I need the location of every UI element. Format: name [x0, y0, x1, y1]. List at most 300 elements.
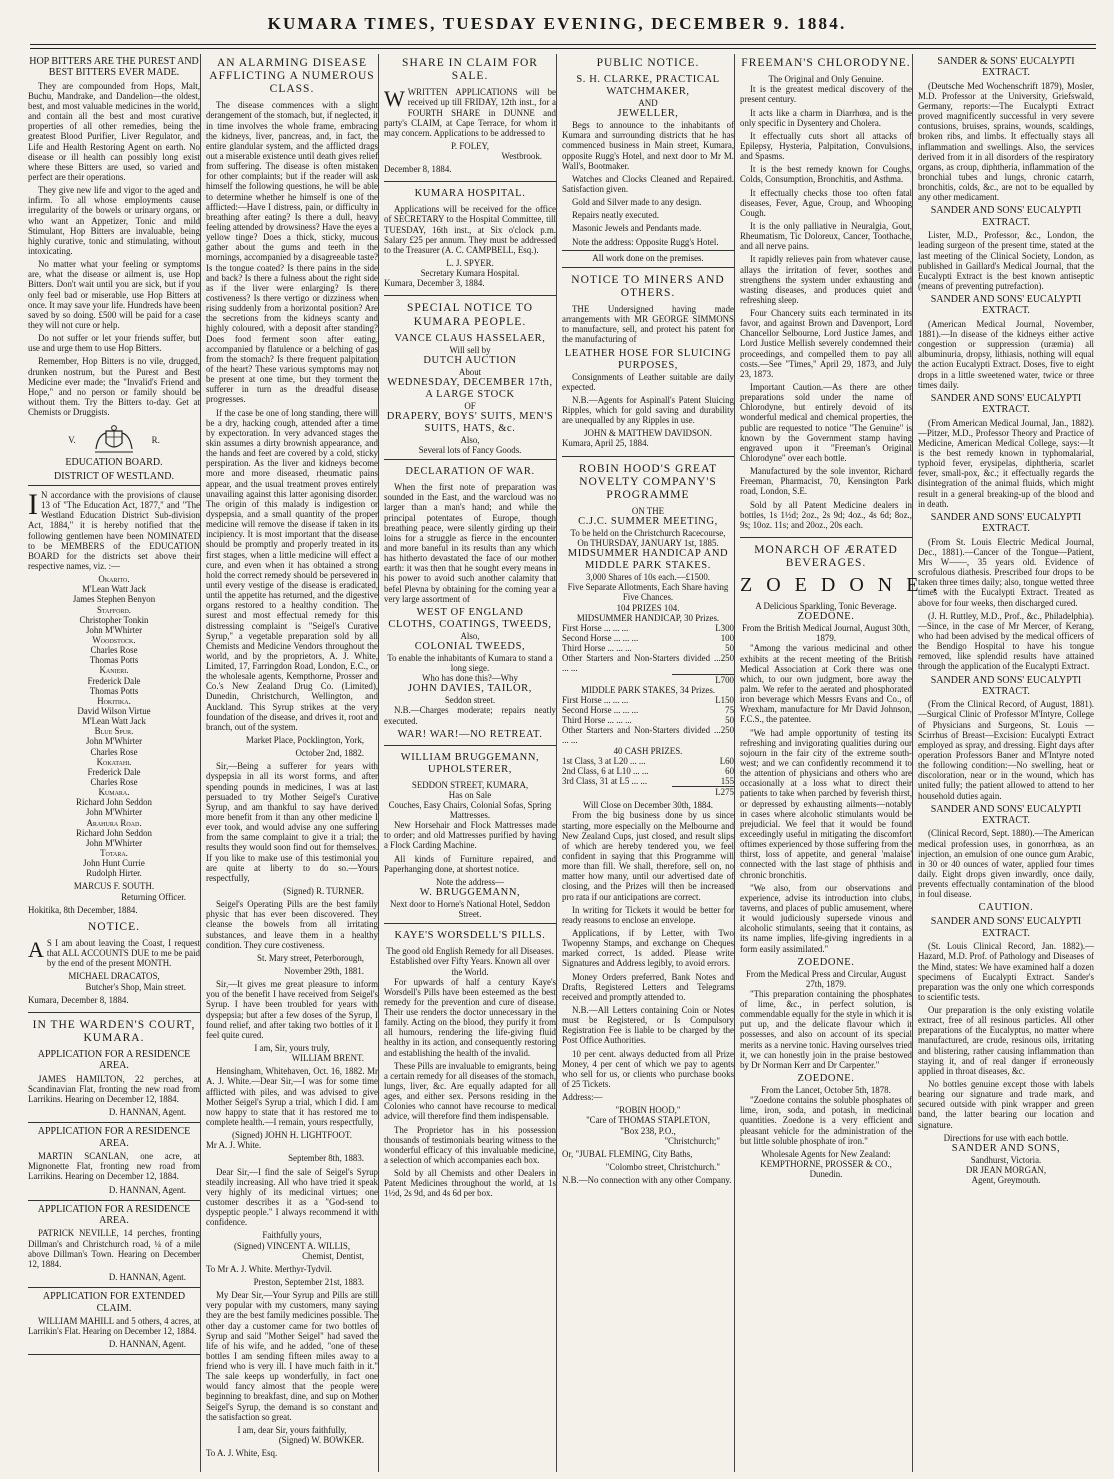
ad-line: Several lots of Fancy Goods. — [418, 445, 522, 456]
prize-label: Third Horse ... ... ... — [562, 643, 632, 654]
nominee-name: Charles Rose — [90, 746, 138, 757]
nominee-name: Charles Rose — [90, 645, 138, 656]
upholsterer-ad — [384, 752, 556, 925]
ad-paragraph: It is the only palliative in Neuralgia, Gout, Rheumatism, Tic Doloreux, Cancer, Toothache, and all nerve pains. — [740, 220, 912, 252]
table-heading: MIDDLE PARK STAKES, 34 Prizes. — [580, 684, 716, 695]
robin-hood-programme — [562, 463, 734, 1186]
ad-line: To enable the inhabitants of Kumara to stand a long siege. — [387, 652, 553, 674]
district-name: Kokatahi. — [96, 756, 132, 767]
ad-paragraph: It effectually cuts short all attacks of Epilepsy, Hysteria, Palpitation, Convulsions, and Spasms. — [740, 130, 912, 162]
signature-name: JOHN & MATTHEW DAVIDSON. — [584, 428, 712, 439]
letter-date: November 29th, 1881. — [284, 966, 364, 976]
ad-body: N.B.—Agents for Aspinall's Patent Sluicing Ripples, which for gold saving and durability are unequalled by any Ripples in use. — [562, 394, 734, 426]
ad-body: For upwards of half a century Kaye's Worsdell's Pills have been esteemed as the best remedy for the prevention and cure of disease. Their use renders the doctor unnecessary in the family. Acting on the blood, they purify it from all humours, rendering the life-giving fluid healthy in its action, and consequently restoring and establishing the health of the invalid. — [384, 976, 556, 1058]
ad-body: When the first note of preparation was sounded in the East, and the warcloud was no larger than a man's hand; and while the principal potentates of Europe, though breathing peace, were silently girding up their loins for a struggle as fierce in the encounter and more baneful in its results than any which has hitherto devastated the face of our mother earth: it was then that he sought every means in his power to avoid such another calamity that befel Plevna by obtaining for the coming year a very large assortment of — [384, 482, 556, 604]
ad-paragraph: No matter what your feeling or symptoms are, what the disease or ailment is, use Hop Bitters. Don't wait until you are sick, but if you only feel bad or miserable, use Hop Bitters at once. It may save your life. Hundreds have been saved by so doing. £500 will be paid for a case they will not cure or help. — [28, 259, 200, 331]
letter-body: Hensingham, Whitehaven, Oct. 16, 1882. Mr A. J. White.—Dear Sir,—I was for some time afflicted with piles, and was advised to give Mother Seigel's Syrup a trial, which I did. I am now happy to state that it has restored me to complete health.—I remain, yours respectfully, — [206, 1066, 378, 1127]
ad-paragraph: Sold by all Patent Medicine dealers in bottles, 1s 1½d; 2oz., 2s 9d; 4oz., 4s 6d; 8oz., 9s; 10oz. 11s; and 20oz., 20s each. — [740, 499, 912, 530]
ad-body: Applications will be received for the office of SECRETARY to the Hospital Committee, till TUESDAY, 16th inst., at Six o'clock p.m. Salary £25 per annum. They must be addressed to the Treasurer (A. C. CAMPBELL, Esq.). — [384, 204, 556, 255]
ad-title: SHARE IN CLAIM FOR SALE. — [402, 57, 538, 83]
application-list — [28, 1049, 200, 1355]
ad-title: FREEMAN'S CHLORODYNE. — [741, 57, 911, 69]
ad-line: On THURSDAY, JANUARY 1st, 1885. — [577, 538, 719, 549]
nominee-name: Rudolph Hirter. — [86, 868, 142, 879]
ad-subtitle: The Original and Only Genuine. — [768, 74, 884, 85]
ad-paragraph: No bottles genuine except those with labels bearing our signature and trade mark, and secured outside with pink wrapper and green band, the latter bearing our location and signature. — [918, 1079, 1094, 1130]
prize-amount: 50 — [725, 715, 734, 726]
ad-body: Watches and Clocks Cleaned and Repaired. Satisfaction given. — [562, 173, 734, 194]
ad-line: MIDSUMMER HANDICAP AND MIDDLE PARK STAKES. — [567, 548, 729, 572]
ad-body: Consignments of Leather suitable are daily expected. — [562, 371, 734, 392]
application-title: APPLICATION FOR EXTENDED CLAIM. — [42, 1291, 186, 1314]
agents-label: Wholesale Agents for New Zealand: — [761, 1148, 891, 1159]
ad-body: THE Undersigned having made arrangements with MR GEORGE SIMMONS to manufacture, sell, and protect his patent for the manufacturing of — [562, 304, 734, 345]
column-5 — [740, 54, 952, 1472]
watchmaker-ad — [562, 57, 734, 268]
ad-paragraph: It effectually checks those too often fatal diseases, Fever, Ague, Croup, and Whooping Cough. — [740, 187, 912, 218]
signature-name: MICHAEL DRACATOS, — [68, 971, 160, 982]
ad-title: DECLARATION OF WAR. — [405, 466, 535, 478]
signature-place: Sandhurst, Victoria. — [970, 1154, 1042, 1165]
prize-row — [562, 695, 734, 705]
application-title: APPLICATION FOR A RESIDENCE AREA. — [37, 1126, 191, 1149]
table-heading: MIDSUMMER HANDICAP, 30 Prizes. — [576, 612, 720, 623]
dracatos-notice — [28, 921, 200, 1013]
letter-body: Dear Sir,—I find the sale of Seigel's Syrup steadily increasing. All who have tried it speak very highly of its medicinal virtues; one customer describes it as a "God-send to dyspeptic people." I always recommend it with confidence. — [206, 1166, 378, 1228]
notice-subtitle: DISTRICT OF WESTLAND. — [28, 471, 200, 486]
ad-line: LEATHER HOSE FOR SLUICING PURPOSES, — [564, 347, 732, 371]
letter-closing: Faithfully yours, — [262, 1230, 322, 1241]
kayes-pills-ad — [384, 930, 556, 1198]
ad-title: PUBLIC NOTICE. — [596, 57, 700, 69]
prize-amount: L60 — [719, 755, 734, 766]
nominee-name: Christopher Tonkin — [79, 614, 149, 625]
ad-paragraph: (From American Medical Journal, Jan., 1882).—Pitzer, M.D., Professor Theory and Practice of Medicine, American Medical College, says:—It is the best remedy known in typhomalarial, typhoid fever, erysipelas, diphtheria, scarlet fever, small-pox, &c.; it effectually regards the disintegration of the animal fluids, which might result in a general breaking-up of the blood and in death. — [918, 417, 1094, 509]
ad-paragraph: It is the greatest medical discovery of the present century. — [740, 84, 912, 105]
letter-signature: (Signed) VINCENT A. WILLIS, — [233, 1240, 351, 1251]
ad-line: SEDDON STREET, KUMARA, — [411, 779, 529, 790]
ad-paragraph: Do not suffer or let your friends suffer, but use and urge them to use Hop Bitters. — [28, 333, 200, 354]
district-name: Hokitika. — [97, 695, 131, 706]
column-3 — [384, 54, 556, 1472]
agent-name: DR JEAN MORGAN, — [965, 1165, 1047, 1175]
ad-date: Kumara, December 3, 1884. — [384, 278, 485, 289]
prize-table — [562, 695, 734, 746]
ad-body: Applications, if by Letter, with Two Twopenny Stamps, and exchange on Cheques marked correct, 1s added. Please write Signatures and Address legibly, to avoid errors. — [562, 927, 734, 969]
nominee-name: Richard John Seddon — [76, 797, 152, 808]
signature-name: L. J. SPYER. — [446, 258, 494, 269]
signature-role: Returning Officer. — [121, 891, 186, 902]
prize-row — [562, 705, 734, 715]
ad-title: ROBIN HOOD'S GREAT NOVELTY COMPANY'S PROGRAMME — [578, 462, 718, 501]
letter-closing: I am, Sir, yours truly, — [254, 1042, 330, 1053]
district-name: Kumara. — [98, 787, 130, 798]
letter-closing: I am, dear Sir, yours faithfully, — [237, 1424, 347, 1435]
masthead: KUMARA TIMES, TUESDAY EVENING, DECEMBER 9. 1884. — [267, 14, 847, 33]
address-line: "Care of THOMAS STAPLETON, — [586, 1115, 710, 1126]
prize-table — [562, 756, 734, 786]
nominee-name: John M'Whirter — [85, 837, 143, 848]
signature-name: P. FOLEY, — [450, 140, 490, 151]
ad-line: DRAPERY, BOYS' SUITS, MEN'S — [386, 410, 554, 422]
prize-row — [562, 715, 734, 725]
application-body: PATRICK NEVILLE, 14 perches, fronting Dillman's and Christchurch road, ¼ of a mile above Dillman's Town. Hearing on December 12, 1884. — [28, 1228, 200, 1269]
ad-paragraph: (From St. Louis Electric Medical Journal, Dec., 1881).—Cancer of the Tongue—Patient, Mrs W——, 35 years old. Evidence of scrofulous diathesis. Prescribed four drops to be taken three times daily; also, tongue wetted three times with the Eucalypti Extract. Treated as above for four weeks, then discharged cured. — [918, 536, 1094, 608]
notice-date: Kumara, December 8, 1884. — [28, 994, 129, 1005]
letter-date: Preston, September 21st, 1883. — [253, 1276, 364, 1287]
testimonial-title: ZOEDONE. — [797, 1073, 855, 1085]
ad-line: C.J.C. SUMMER MEETING, — [578, 516, 718, 528]
drop-cap: A — [28, 936, 44, 962]
letter-place: Market Place, Pocklington, York, — [245, 735, 364, 746]
ad-line: 3,000 Shares of 10s each.—£1500. — [586, 572, 710, 583]
section-title: IN THE WARDEN'S COURT, KUMARA. — [32, 1018, 196, 1044]
prize-amount: L150 — [715, 694, 734, 705]
application-agent: D. HANNAN, Agent. — [108, 1339, 186, 1350]
testimonial-body: "Zoedone contains the soluble phosphates of lime, iron, soda, and potash, in medicinal quantities. Zoedone is a very efficient and pleasant vehicle for the administration of the but little soluble phosphate of iron." — [740, 1095, 912, 1146]
application-agent: D. HANNAN, Agent. — [108, 1107, 186, 1118]
declaration-of-war-ad — [384, 466, 556, 745]
ad-line: ON THE — [631, 505, 665, 516]
prize-label: 3rd Class, 31 at L5 ... ... — [562, 776, 648, 787]
royal-crest — [28, 425, 200, 455]
application-agent: D. HANNAN, Agent. — [108, 1272, 186, 1283]
masthead-rule — [30, 44, 1096, 45]
wardens-court — [28, 1019, 200, 1356]
prize-label: Third Horse ... ... ... — [562, 715, 632, 726]
letter-recipient: Mr A. J. White. — [206, 1140, 262, 1151]
prize-label: 1st Class, 3 at L20 ... ... — [562, 755, 646, 766]
ad-heading: SANDER AND SONS' EUCALYPTI EXTRACT. — [930, 674, 1082, 697]
crest-letter-r: R. — [151, 435, 160, 446]
nominee-name: Richard John Seddon — [76, 827, 152, 838]
ad-line: OF — [464, 400, 476, 411]
nominee-name: David Wilson Virtue — [77, 706, 151, 717]
prize-amount: 250 — [720, 725, 734, 736]
column-divider — [556, 54, 557, 1472]
address-line: "Christchurch;" — [664, 1135, 720, 1146]
prize-amount: 60 — [725, 765, 734, 776]
prize-amount: 250 — [720, 653, 734, 664]
letter-signature: (Signed) R. TURNER. — [283, 886, 364, 897]
ad-body: 10 per cent. always deducted from all Prize Money, 4 per cent of which we pay to agents who sell for us, or clients who purchase books of 25 Tickets. — [562, 1048, 734, 1089]
ad-title: KAYE'S WORSDELL'S PILLS. — [394, 930, 546, 942]
prize-label: Other Starters and Non-Starters divided ... ... ... — [562, 653, 721, 674]
nominee-name: Thomas Potts — [89, 655, 139, 666]
agents-city: Dunedin. — [809, 1169, 843, 1180]
article-title: AN ALARMING DISEASE AFFLICTING A NUMEROUS CLASS. — [209, 57, 375, 96]
ad-line: Next door to Horne's National Hotel, Seddon Street. — [389, 898, 551, 920]
ad-title: WILLIAM BRUGGEMANN, UPHOLSTERER, — [400, 751, 540, 775]
ad-paragraph: (American Medical Journal, November, 1881).—In disease of the kidneys either active congestion or suppression (uræmia) all albuminuria, dropsy, lithiasis, nothing will equal the action Eucalypti Extract. Doses, five to eight drops in a little sweetened water, twice or three times daily. — [918, 318, 1094, 390]
letter-body: My Dear Sir,—Your Syrup and Pills are still very popular with my customers, many saying they are the best family medicines possible. The other day a customer came for two bottles of Syrup and said "Mother Seigel" had saved the life of his wife, and he added, "one of these bottles I am sending fifteen miles away to a friend who is very ill. I have much faith in it." The sale keeps up wonderfully, in fact one would fancy almost that the people were beginning to breakfast, dine, and sup on Mother Seigel's Syrup, the demand is so constant and the satisfaction so great. — [206, 1290, 378, 1422]
nominee-name: James Stephen Benyon — [72, 594, 156, 605]
prize-total: L275 — [672, 786, 734, 797]
ad-line: S. H. CLARKE, PRACTICAL WATCHMAKER, — [576, 74, 720, 98]
dutch-auction-ad — [384, 302, 556, 460]
article-paragraph: The disease commences with a slight derangement of the stomach, but, if neglected, it in time involves the whole frame, embracing the kidneys, liver, pancreas, and, in fact, the entire glandular system, and the afflicted drags out a miserable existence until death gives relief from suffering. The disease is often mistaken for other complaints; but if the reader will ask himself the following questions, he will be able to determine whether he himself is one of the afflicted:—Have I distress, pain, or difficulty in breathing after eating? Is there a dull, heavy feeling attended by drowsiness? Have the eyes a yellow tinge? Does a thick, sticky, mucous gather about the gums and teeth in the mornings, accompanied by a disagreeable taste? Is the tongue coated? Is there pains in the side and back? Is there a fulness about the right side as if the liver were enlarging? Is there costiveness? Is there vertigo or dizziness when rising suddenly from a horizontal position? Are the secretions from the kidneys scanty and highly coloured, with a deposit after standing? Does food ferment soon after eating, accompanied by flatulence or a belching of gas from the stomach? Is there frequent palpitation of the heart? These various symptoms may not be present at one time, but they torment the sufferer in turn as the dreadful disease progresses. — [206, 100, 378, 405]
letter-signature: WILLIAM BRENT. — [291, 1053, 364, 1064]
ad-paragraph: They give new life and vigor to the aged and infirm. To all whose employments cause irregularity of the bowels or urinary organs, or who want an Appetizer, Tonic and mild Stimulant, Hop Bitters are invaluable, being highly curative, tonic and stimulating, without intoxicating. — [28, 185, 200, 257]
ad-line: Will sell by — [449, 344, 491, 355]
ad-heading: SANDER AND SONS' EUCALYPTI EXTRACT. — [930, 294, 1082, 317]
district-name: Stafford. — [96, 604, 131, 615]
address-label: Address:— — [562, 1092, 603, 1103]
testimonial-source: From the Medical Press and Circular, August 27th, 1879. — [745, 968, 907, 989]
letter-recipient: To Mr A. J. White. Merthyr-Tydvil. — [206, 1263, 332, 1274]
testimonial-body: "We had ample opportunity of testing its refreshing and invigorating qualities during our sojourn in the fair city of the extreme south-west; and we can confidently recommend it to the attention of physicians and others who are occasionally at a loss what to direct their patients to take when parched by feverish thirst, or depressed by exhausting ailments—notably in cases where alcoholic stimulants would be prejudicial. We feel that it would be found exceedingly useful in mitigating the discomfort oftimes experienced by those suffering from the thirst, loss of appetite, and general 'malaise' connected with the last stage of phthisis and chronic bronchitis. — [740, 727, 912, 880]
district-name: Woodstock. — [92, 635, 136, 646]
testimonial-source: From the British Medical Journal, August 30th, 1879. — [741, 623, 911, 644]
ad-line: The good old English Remedy for all Diseases. — [386, 946, 554, 957]
ad-line: Couches, Easy Chairs, Colonial Sofas, Spring Mattresses. — [388, 799, 552, 821]
nominee-name: Charles Rose — [90, 777, 138, 787]
district-name: Kanieri. — [99, 665, 129, 676]
ad-heading: SANDER AND SONS' EUCALYPTI EXTRACT. — [930, 392, 1082, 416]
nominee-name: John Hunt Currie — [83, 858, 145, 869]
ad-line: Has on Sale — [448, 789, 492, 800]
column-divider — [378, 54, 379, 1472]
letter-role: Chemist, Dentist, — [302, 1250, 364, 1261]
ad-heading: SANDER AND SONS' EUCALYPTI EXTRACT. — [930, 803, 1082, 827]
ad-title: MONARCH OF ÆRATED BEVERAGES. — [754, 544, 898, 570]
ad-subtitle: A Delicious Sparkling, Tonic Beverage. — [755, 601, 897, 612]
application-title: APPLICATION FOR A RESIDENCE AREA. — [37, 1203, 191, 1227]
testimonial-body: "We also, from our observations and experience, advise its introduction into clubs, taverns, and places of public amusement, where it would judiciously supersede vinous and alcoholic stimulants, seeing that it contains, as its name implies, life-giving ingredients in a form easily assimilated." — [740, 882, 912, 954]
ad-title: HOP BITTERS ARE THE PUREST AND BEST BITTERS EVER MADE. — [29, 56, 199, 79]
prize-label: Second Horse ... ... ... — [562, 705, 639, 716]
ad-footer: All work done on the premises. — [562, 250, 734, 263]
column-4 — [562, 54, 734, 1472]
ad-heading: SANDER AND SONS' EUCALYPTI EXTRACT. — [930, 916, 1082, 939]
signature-role: Secretary Kumara Hospital. — [420, 268, 520, 279]
ad-body: Money Orders preferred, Bank Notes and Drafts, Registered Letters and Telegrams received and promptly attended to. — [562, 971, 734, 1002]
ad-body: Masonic Jewels and Pendants made. — [572, 223, 702, 234]
prize-table — [562, 623, 734, 674]
ad-line: JEWELLER, — [617, 108, 679, 120]
ad-line: Also, — [460, 630, 480, 641]
nominee-name: John M'Whirter — [85, 736, 143, 747]
ad-date: December 8, 1884. — [384, 164, 452, 175]
ad-heading: SANDER AND SONS' EUCALYPTI EXTRACT. — [930, 205, 1082, 228]
ad-line: JOHN DAVIES, TAILOR, — [408, 683, 532, 695]
prize-label: First Horse ... ... ... — [562, 622, 629, 633]
drop-cap: W — [384, 86, 405, 112]
prize-row — [562, 653, 734, 673]
prize-label: First Horse ... ... ... — [562, 694, 629, 705]
notice-title: EDUCATION BOARD. — [65, 457, 163, 469]
testimonial-title: ZOEDONE. — [797, 956, 855, 968]
notice-body — [28, 490, 200, 571]
ad-line: Five Separate Allotments, Each Share having Five Chances. — [567, 582, 729, 603]
letter-place: St. Mary street, Peterborough, — [257, 952, 364, 963]
application-item — [28, 1291, 200, 1355]
signature-place: Westbrook. — [501, 151, 542, 162]
application-body: MARTIN SCANLAN, one acre, at Mignonette Flat, fronting new road from Larrikins. Hearing on December 12, 1884. — [28, 1151, 200, 1182]
ad-paragraph: They are compounded from Hops, Malt, Buchu, Mandrake, and Dandelion—the oldest, best, and most valuable medicines in the world, and contain all the best and most curative properties of all other remedies, being the greatest Blood Purifier, Liver Regulator, and Life and Health Restoring Agent on earth. No disease or ill health can possibly long exist where these Bitters are used, so varied and perfect are their operations. — [28, 80, 200, 183]
column-6 — [918, 54, 1094, 1472]
application-agent: D. HANNAN, Agent. — [108, 1184, 186, 1195]
education-board-notice — [28, 425, 200, 915]
ad-paragraph: (St. Louis Clinical Record, Jan. 1882).—Hazard, M.D. Prof. of Pathology and Diseases of the Mind, states: We have examined half a dozen specimens of Eucalypti Extract. Sander's preparation was the only one which corresponds to scientific tests. — [918, 941, 1094, 1002]
ad-paragraph: Important Caution.—As there are other preparations sold under the name of Chlorodyne, but entirely devoid of its wonderful medical and chemical properties, the public are requested to notice "The Genuine" is known by the Government stamp having engraved upon it "Freeman's Original Chlorodyne" over each bottle. — [740, 382, 912, 464]
ad-body: New Horsehair and Flock Mattresses made to order; and old Mattresses purified by having a Flock Carding Machine. — [384, 820, 556, 851]
prize-row — [562, 766, 734, 776]
caution-heading: CAUTION. — [978, 902, 1034, 914]
article-paragraph: Seigel's Operating Pills are the best family physic that has ever been discovered. They cleanse the bowels from all irritating substances, and leave them in a healthy condition. They cure costiveness. — [206, 899, 378, 950]
ad-date: Kumara, April 25, 1884. — [562, 438, 649, 449]
column-1 — [28, 54, 200, 1472]
district-name: Arahura Road. — [86, 817, 142, 828]
column-divider — [200, 54, 201, 1472]
address-line: "Box 238, P.O., — [620, 1125, 676, 1136]
share-in-claim-ad — [384, 57, 556, 182]
nominee-name: Frederick Dale — [87, 675, 141, 686]
prize-row — [562, 776, 734, 786]
prize-amount: L300 — [715, 622, 734, 633]
ad-body-text: WRITTEN APPLICATIONS will be received up till FRIDAY, 12th inst., for a FOURTH SHARE in DUNNE and party's CLAIM, at Cape Terrace, for whom it may concern. Applications to be addressed to — [384, 87, 556, 138]
prize-row — [562, 756, 734, 766]
ad-paragraph: It acts like a charm in Diarrhœa, and is the only specific in Dysentery and Cholera. — [740, 107, 912, 128]
ad-body: In writing for Tickets it would be better for ready reasons to enclose an envelope. — [562, 904, 734, 925]
signature-name: SANDER AND SONS, — [951, 1142, 1061, 1154]
ad-paragraph: It is the best remedy known for Coughs, Colds, Consumption, Bronchitis, and Asthma. — [740, 164, 912, 185]
agent-place: Agent, Greymouth. — [971, 1175, 1041, 1186]
notice-body-text: N accordance with the provisions of clause 13 of "The Education Act, 1877," and "The Westland Education District Sub-division Act, 1884," it is hereby notified that the following gentlemen have been NOMINATED to be MEMBERS of the EDUCATION BOARD for the districts set above their respective names, viz. :— — [28, 490, 200, 572]
letter-body: Sir,—It gives me great pleasure to inform you of the benefit I have received from Seigel's Syrup. I have been troubled for years with dyspepsia; but after a few doses of the Syrup, I found relief, and after taking two bottles of it I feel quite cured. — [206, 979, 378, 1040]
seigel-syrup-article — [206, 57, 378, 1458]
column-divider — [734, 54, 735, 1472]
ad-paragraph: Lister, M.D., Professor, &c., London, the leading surgeon of the present time, stated at the last meeting of the Clinical Society, London, as published in Gaillard's Medical Journal, that the Eucalypti Extract is the best known antiseptic (means of preventing putrefaction). — [918, 230, 1094, 291]
eucalypti-extract-ad — [918, 56, 1094, 1185]
ad-body: Begs to announce to the inhabitants of Kumara and surrounding districts that he has commenced business in Main street, Kumara, opposite Rugg's Hotel, and next door to Mr M. Wall's, Bootmaker. — [562, 120, 734, 171]
ad-footer: N.B.—No connection with any other Company. — [562, 1175, 732, 1186]
ad-title: SPECIAL NOTICE TO KUMARA PEOPLE. — [406, 302, 534, 328]
ad-line: COLONIAL TWEEDS, — [414, 640, 526, 652]
ad-line: VANCE CLAUS HASSELAER, — [394, 332, 546, 344]
miners-notice — [562, 274, 734, 457]
address-line: "Colombo street, Christchurch." — [605, 1161, 720, 1172]
district-name: Blue Spur. — [94, 726, 134, 737]
ad-title: SANDER & SONS' EUCALYPTI EXTRACT. — [937, 56, 1075, 79]
ad-paragraph: Four Chancery suits each terminated in its favor, and against Brown and Davenport, Lord Chancellor Selbourne, Lord Justice James, and Lord Justice Mellish severely condemned their proceedings, and compelled them to pay all costs.—See "Times," April 29, 1873, and July 23, 1873. — [740, 308, 912, 379]
prize-total: L700 — [672, 674, 734, 685]
prize-row — [562, 725, 734, 745]
letter-date: September 8th, 1883. — [288, 1153, 364, 1164]
ad-line: CLOTHS, COATINGS, TWEEDS, — [388, 618, 552, 630]
application-item — [28, 1126, 200, 1200]
notice-date: Hokitika, 8th December, 1884. — [28, 904, 138, 915]
ad-title: KUMARA HOSPITAL. — [414, 188, 526, 200]
article-paragraph: If the case be one of long standing, there will be a dry, hacking cough, attended after a time by expectoration. In very advanced stages the skin assumes a dirty brownish appearance, and the hands and feet are covered by a cold, sticky perspiration. As the liver and kidneys become more and more diseased, rheumatic pains appear, and the usual treatment proves entirely unavailing against this latter agonising disorder. The origin of this malady is indigestion or dyspepsia, and a small quantity of the proper medicine will remove the disease if taken in its incipiency. It is most important that the disease should be promptly and properly treated in its first stages, when a little medicine will effect a cure, and even when it has obtained a strong hold the correct remedy should be persevered in until every vestige of the disease is eradicated, until the appetite has returned, and the digestive organs restored to a healthy condition. The surest and most effectual remedy for this distressing complaint is "Seigel's Curative Syrup," a vegetable preparation sold by all Chemists and Medicine Vendors throughout the world, and by the proprietors, A. J. White, Limited, 17, Farringdon Road, London, E.C., or the wholesale agents, Kempthorne, Prosser and Co.'s New Zealand Drug Co. (Limited), Dunedin, Christchurch, Wellington, and Auckland. This Syrup strikes at the very foundation of the disease, and drives it, root and branch, out of the system. — [206, 407, 378, 732]
ad-body: Sold by all Chemists and other Dealers in Patent Medicines throughout the world, at 1s 1½d, 2s 9d, and 4s 6d per box. — [384, 1168, 556, 1199]
ad-line: WAR! WAR!—NO RETREAT. — [397, 728, 543, 740]
ad-line: Seddon street. — [444, 695, 496, 706]
letter-signature: (Signed) W. BOWKER. — [278, 1435, 364, 1446]
column-divider — [912, 54, 913, 1472]
prize-row — [562, 643, 734, 653]
application-item — [28, 1049, 200, 1123]
ad-paragraph: Our preparation is the only existing volatile extract, free of all resinous particles. All other preparations of the Eucalyptus, no matter where manufactured, are crude, resinous oils, irritating and blistering, rather causing inflammation than staying it, and of real danger if erroneously applied in throat diseases, &c. — [918, 1005, 1094, 1076]
ad-line: SUITS, HATS, &c. — [424, 422, 516, 434]
prize-amount: 155 — [720, 776, 734, 787]
ad-paragraph: (J. H. Ruttley, M.D., Prof., &c., Philadelphia).—Since, in the case of Mr Mercer, of Kerang, who had been advised by the medical officers of the Bendigo Hospital to have his tongue removed, like splendid results have attained through the application of the Eucalypti Extract. — [918, 610, 1094, 672]
ad-line: Also, — [460, 434, 480, 445]
notice-body-text: S I am about leaving the Coast, I request that ALL ACCOUNTS DUE to me be paid by the end of the present MONTH. — [46, 937, 200, 969]
testimonial-source: From the Lancet, October 5th, 1878. — [761, 1084, 891, 1095]
nominee-name: Frederick Dale — [87, 766, 141, 777]
ad-paragraph: (From the Clinical Record, of August, 1881).—Surgical Clinic of Professor M'Intyre, College of Physicians and Surgeons, St. Louis — Scirrhus of Breast—Excision: Eucalypti Extract employed as spray, and dressing. Eight days after operation Professors Baner and M'Intyre noted the following condition:—No swelling, heat or discoloration, near or in the wound, which has united fully; the patient allowed to attend to her household duties again. — [918, 699, 1094, 801]
letter-signature: (Signed) JOHN H. LIGHTFOOT. — [232, 1130, 352, 1141]
zoedone-ad — [740, 544, 952, 1180]
district-name: Okarito. — [98, 574, 130, 585]
chlorodyne-ad — [740, 57, 912, 538]
ad-body: Gold and Silver made to any design. — [572, 197, 702, 208]
ad-body: N.B.—All Letters containing Coin or Notes must be Registered, or Is Compulsory Registration Fee is liable to be charged by the Post Office Authorities. — [562, 1004, 734, 1046]
hospital-ad — [384, 188, 556, 296]
nominee-name: Thomas Potts — [89, 685, 139, 696]
district-list — [28, 574, 200, 878]
ad-heading: SANDER AND SONS' EUCALYPTI EXTRACT. — [930, 511, 1082, 535]
prize-amount: 75 — [725, 705, 734, 716]
ad-line: To be held on the Christchurch Racecourse, — [570, 527, 726, 538]
address-line: Or, "JUBAL FLEMING, City Baths, — [562, 1148, 693, 1159]
agents-name: KEMPTHORNE, PROSSER & CO., — [760, 1158, 892, 1169]
ad-body: These Pills are invaluable to emigrants, being a certain remedy for all diseases of the stomach, lungs, liver, &c. Are equally adapted for all ages, and either sex. Persons residing in the Colonies who cannot have recourse to medical advice, will therefore find them indispensable. — [384, 1060, 556, 1122]
ad-paragraph: (Clinical Record, Sept. 1880).—The American medical profession uses, in gonorrhœa, as an injection, an emulsion of one ounce gum Arabic, in 30 or 40 ounces of water, applied four times daily. Eight drops given inwardly, once daily, prevents effectually contamination of the blood in foul disease. — [918, 828, 1094, 900]
hop-bitters-ad — [28, 56, 200, 417]
drop-cap: I — [28, 488, 38, 522]
prize-row — [562, 633, 734, 643]
application-title: APPLICATION FOR A RESIDENCE AREA. — [37, 1049, 191, 1072]
signature-name: MARCUS F. SOUTH. — [73, 881, 155, 892]
ad-line: 104 PRIZES 104. — [616, 602, 680, 613]
table-heading: 40 CASH PRIZES. — [613, 745, 683, 756]
ad-title: NOTICE TO MINERS AND OTHERS. — [571, 273, 725, 299]
ad-body: All kinds of Furniture repaired, and Paperhanging done, at shortest notice. — [384, 853, 556, 874]
district-name: Totara. — [100, 847, 128, 858]
prize-amount: 50 — [725, 643, 734, 654]
ad-line: WEDNESDAY, DECEMBER 17th, — [387, 376, 553, 388]
address-line: "ROBIN HOOD," — [615, 1105, 681, 1116]
application-body: JAMES HAMILTON, 22 perches, at Scandinavian Flat, fronting the new road from Larrikins. Hearing on December 12, 1884. — [28, 1073, 200, 1105]
brand-name: ZOEDONE. — [740, 574, 952, 597]
coat-of-arms-icon — [92, 425, 136, 455]
notice-title: NOTICE. — [87, 920, 141, 933]
signature-name: W. BRUGGEMANN, — [419, 887, 521, 898]
crest-letter-v: V. — [68, 435, 76, 446]
testimonial-body: "Among the various medicinal and other exhibits at the recent meeting of the British Medical Association at Cork there was one which, to our own judgment, bore away the palm. We refer to the aerated and phosphorated iron beverage which Messrs Evans and Co., of Wrexham, manufacture for Mr David Johnson, F.C.S., the patentee. — [740, 643, 912, 725]
ad-body: Note the address: Opposite Rugg's Hotel. — [572, 236, 719, 247]
ad-body: The Proprietor has in his possession thousands of testimonials bearing witness to the wonderful efficacy of this invaluable medicine, a selection of which accompanies each box. — [384, 1124, 556, 1166]
ad-body: N.B.—Charges moderate; repairs neatly executed. — [384, 705, 556, 726]
ad-paragraph: Manufactured by the sole inventor, Richard Freeman, Pharmacist, 70, Kensington Park road, London, S.E. — [740, 466, 912, 497]
prize-label: 2nd Class, 6 at L10 ... ... — [562, 765, 649, 776]
ad-body: From the big business done by us since starting, more especially on the Melbourne and New Zealand Cups, just closed, and result slips of which are hereby tendered you, we feel confident in saying that this Programme will more than fill. We shall, therefore, sell on, no matter how many, until our advertised date of closing, and the Prizes will then be increased pro rata if our anticipations are correct. — [562, 810, 734, 902]
nominee-name: John M'Whirter — [85, 624, 143, 635]
prize-amount: 100 — [720, 633, 734, 644]
application-body: WILLIAM MAHILL and 5 others, 4 acres, at Larrikin's Flat. Hearing on December 12, 1884. — [28, 1315, 200, 1337]
notice-body — [28, 938, 200, 968]
letter-body: Sir,—Being a sufferer for years with dyspepsia in all its worst forms, and after spending pounds in medicines, I was at last persuaded to try Mother Seigel's Curative Syrup, and am thankful to say have derived more benefit from it than any other medicine I ever took, and would advise any one suffering from the same complaint to give it a trial; the results they would soon find out for themselves. If you like to make use of this testimonial you are quite at liberty to do so.—Yours respectfully, — [206, 761, 378, 883]
ad-line: Note the address— — [435, 876, 505, 887]
letter-recipient: To A. J. White, Esq. — [206, 1448, 278, 1459]
testimonial-body: "This preparation containing the phosphates of lime, &c., in perfect solution, is commendable equally for the style in which it is put up, and the delicate flavour which it possesses, and also on account of its special merits as a nervine tonic. Having ourselves tried it, we can honestly join in the praise bestowed by Dr Norman Kerr and Dr Carpenter." — [740, 988, 912, 1070]
ad-line: AND — [638, 98, 658, 109]
ad-body — [384, 87, 556, 138]
application-item — [28, 1204, 200, 1288]
testimonial-title: ZOEDONE. — [797, 611, 855, 623]
